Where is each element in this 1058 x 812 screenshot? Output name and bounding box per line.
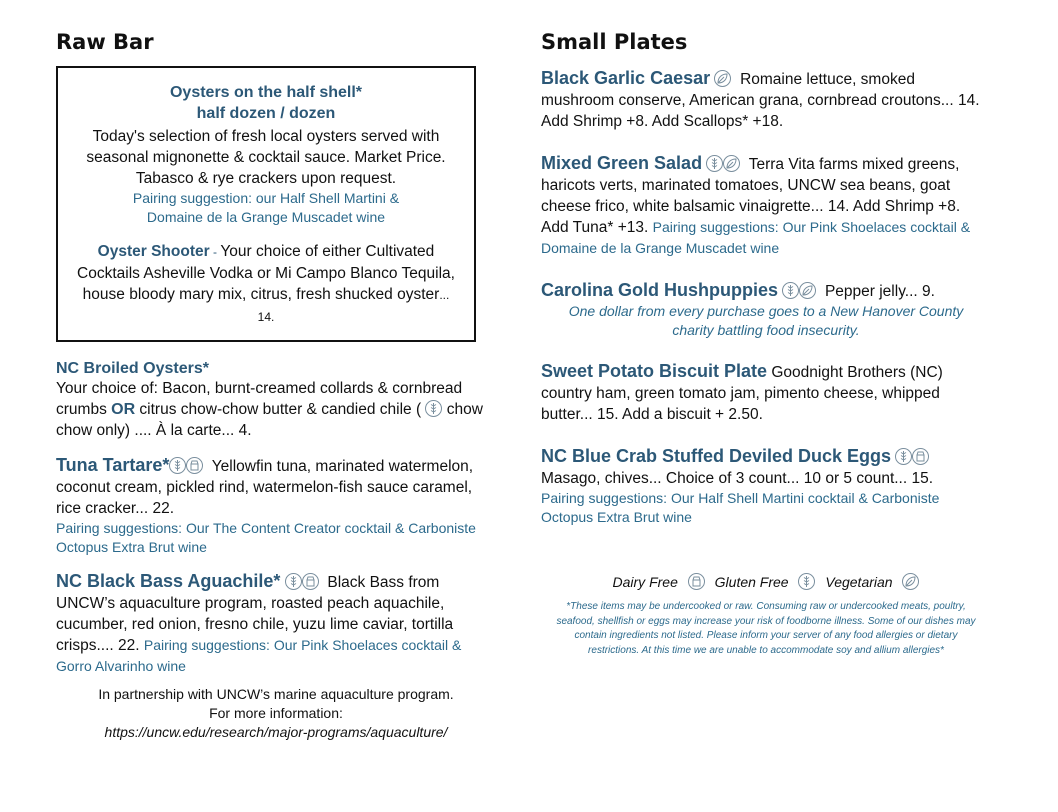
vegetarian-icon (799, 282, 816, 299)
dairy-free-icon (912, 448, 929, 465)
partner-url[interactable]: https://uncw.edu/research/major-programs/aquaculture/ (104, 724, 448, 740)
shooter-description: Your choice of either Cultivated Cocktails Asheville Vodka or Mi Campo Blanco Tequila, house bloody mary mix, citrus, fresh shucked oyster (77, 243, 455, 303)
tuna-tartare-item (56, 455, 496, 557)
gluten-free-icon (285, 573, 302, 590)
dairy-free-icon (186, 457, 203, 474)
salad-title: Mixed Green Salad (541, 153, 703, 173)
biscuit-description: Goodnight Brothers (NC) country ham, green tomato jam, pimento cheese, whipped butter... 15. Add a biscuit + 2.50. (541, 364, 943, 423)
broiled-description: Your choice of: Bacon, burnt-creamed collards & cornbread crumbs OR citrus chow-chow butter & candied chile ( chow chow only) .... À la carte... 4. (56, 380, 483, 439)
gluten-free-icon (169, 457, 186, 474)
broiled-title: NC Broiled Oysters* (56, 360, 209, 377)
partner-line1: In partnership with UNCW’s marine aquaculture program. (98, 686, 454, 702)
legend-gluten-label: Gluten Free (714, 574, 789, 590)
dairy-free-icon (688, 573, 705, 590)
gluten-free-icon (895, 448, 912, 465)
dietary-legend (541, 573, 991, 590)
black-bass-item (56, 571, 496, 677)
oysters-description: Today's selection of fresh local oysters served with seasonal mignonette & cocktail sauce. Market Price. Tabasco & rye crackers upon request. (86, 128, 446, 187)
broiled-oysters-item (56, 360, 496, 441)
small-plates-heading: Small Plates (541, 30, 688, 54)
shooter-title: Oyster Shooter (97, 243, 210, 260)
tuna-pairing: Pairing suggestions: Our The Content Creator cocktail & Carboniste Octopus Extra Brut wine (56, 520, 476, 555)
oysters-box (56, 66, 476, 342)
partnership-note (56, 685, 496, 742)
vegetarian-icon (902, 573, 919, 590)
oysters-subtitle: half dozen / dozen (196, 105, 336, 122)
eggs-description: Masago, chives... Choice of 3 count... 10 or 5 count... 15. (541, 470, 934, 487)
raw-bar-heading: Raw Bar (56, 30, 154, 54)
hush-title: Carolina Gold Hushpuppies (541, 280, 779, 300)
gluten-free-icon (706, 155, 723, 172)
partner-line2: For more information: (209, 705, 343, 721)
raw-bar-column (56, 30, 496, 742)
tuna-title: Tuna Tartare* (56, 455, 170, 475)
bass-pairing: Pairing suggestions: Our Pink Shoelaces cocktail & Gorro Alvarinho wine (56, 637, 462, 674)
caesar-item (541, 68, 991, 132)
bass-title: NC Black Bass Aguachile* (56, 571, 281, 591)
gluten-free-icon (425, 400, 442, 417)
salad-pairing: Pairing suggestions: Our Pink Shoelaces cocktail & Domaine de la Grange Muscadet wine (541, 219, 971, 256)
oyster-shooter (66, 241, 466, 328)
caesar-description: Romaine lettuce, smoked mushroom conserve, American grana, cornbread croutons... 14. Add Shrimp +8. Add Scallops* +18. (541, 71, 980, 130)
dairy-free-icon (302, 573, 319, 590)
or-label: OR (111, 401, 136, 418)
hushpuppies-item (541, 280, 991, 340)
shooter-sep: - (209, 245, 221, 259)
gluten-free-icon (782, 282, 799, 299)
gluten-free-icon (798, 573, 815, 590)
deviled-eggs-item (541, 446, 991, 527)
salad-item (541, 153, 991, 259)
vegetarian-icon (723, 155, 740, 172)
legend-veg-label: Vegetarian (825, 574, 893, 590)
tuna-description: Yellowfin tuna, marinated watermelon, coconut cream, pickled rind, watermelon-fish sauce caramel, rice cracker... 22. (56, 458, 474, 517)
biscuit-item (541, 361, 991, 425)
eggs-pairing: Pairing suggestions: Our Half Shell Martini cocktail & Carboniste Octopus Extra Brut wine (541, 490, 940, 525)
biscuit-title: Sweet Potato Biscuit Plate (541, 361, 768, 381)
legend-dairy-label: Dairy Free (612, 574, 678, 590)
oysters-title: Oysters on the half shell* (169, 84, 363, 101)
hush-description: Pepper jelly... 9. (824, 283, 935, 300)
caesar-title: Black Garlic Caesar (541, 68, 711, 88)
small-plates-column (541, 30, 991, 658)
allergy-disclaimer: *These items may be undercooked or raw. Consuming raw or undercooked meats, poultry, seafood, shellfish or eggs may increase your risk of foodborne illness. Some of our dishes may contain ingredients not listed. Please inform your server of any food allergies or dietary restrictions. At this time we are unable to accommodate soy and allium allergies* (556, 601, 976, 656)
vegetarian-icon (714, 70, 731, 87)
bass-description: Black Bass from UNCW’s aquaculture program, roasted peach aquachile, cucumber, red onion, fresno chile, yuzu lime caviar, tortilla crisps.... 22. (56, 574, 454, 654)
shooter-price: ... 14. (257, 288, 450, 324)
hush-charity-note: One dollar from every purchase goes to a New Hanover County charity battling food insecurity. (568, 303, 964, 338)
salad-description: Terra Vita farms mixed greens, haricots verts, marinated tomatoes, UNCW sea beans, goat cheese frico, white balsamic vinaigrette... 14. Add Shrimp +8. Add Tuna* +13. (541, 156, 961, 236)
oysters-pairing: Pairing suggestion: our Half Shell Martini & Domaine de la Grange Muscadet wine (132, 190, 400, 225)
eggs-title: NC Blue Crab Stuffed Deviled Duck Eggs (541, 446, 892, 466)
